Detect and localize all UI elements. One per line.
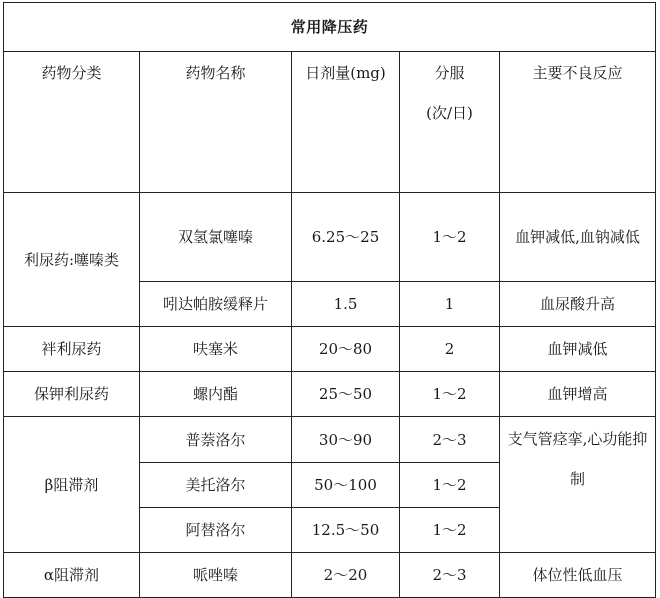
frequency-cell: 1～2: [400, 508, 500, 553]
drug-name-cell: 吲达帕胺缓释片: [140, 282, 292, 327]
table-row: [4, 417, 656, 463]
table-title: 常用降压药: [4, 3, 656, 52]
reaction-cell: 体位性低血压: [500, 553, 656, 598]
reaction-cell: 血钾减低: [500, 327, 656, 372]
drug-name-cell: 普萘洛尔: [140, 417, 292, 463]
frequency-cell: 2: [400, 327, 500, 372]
reaction-cell: 血尿酸升高: [500, 282, 656, 327]
frequency-cell: 1～2: [400, 193, 500, 282]
drug-name-cell: 哌唑嗪: [140, 553, 292, 598]
dose-cell: 20～80: [292, 327, 400, 372]
dose-cell: 30～90: [292, 417, 400, 463]
dose-cell: 50～100: [292, 463, 400, 508]
frequency-cell: 1～2: [400, 463, 500, 508]
drug-name-cell: 螺内酯: [140, 372, 292, 417]
table-row: [4, 327, 656, 372]
table-header-row: [4, 52, 656, 193]
table-row: [4, 553, 656, 598]
header-daily-dose: 日剂量(mg): [292, 52, 400, 193]
drug-name-cell: 阿替洛尔: [140, 508, 292, 553]
frequency-cell: 2～3: [400, 417, 500, 463]
header-adverse-reaction: 主要不良反应: [500, 52, 656, 193]
header-frequency-line2: (次/日): [426, 104, 473, 122]
table-row: [4, 372, 656, 417]
reaction-cell: 支气管痉挛,心功能抑制: [500, 417, 656, 553]
drug-name-cell: 双氢氯噻嗪: [140, 193, 292, 282]
header-drug-name: 药物名称: [140, 52, 292, 193]
category-cell: 袢利尿药: [4, 327, 140, 372]
reaction-cell: 血钾增高: [500, 372, 656, 417]
dose-cell: 12.5～50: [292, 508, 400, 553]
category-cell: β阻滞剂: [4, 417, 140, 553]
frequency-cell: 1: [400, 282, 500, 327]
drug-name-cell: 呋塞米: [140, 327, 292, 372]
frequency-cell: 1～2: [400, 372, 500, 417]
antihypertensive-drug-table: [3, 2, 656, 598]
reaction-cell: 血钾减低,血钠减低: [500, 193, 656, 282]
dose-cell: 6.25～25: [292, 193, 400, 282]
dose-cell: 1.5: [292, 282, 400, 327]
category-cell: α阻滞剂: [4, 553, 140, 598]
category-cell: 利尿药:噻嗪类: [4, 193, 140, 327]
header-category: 药物分类: [4, 52, 140, 193]
drug-name-cell: 美托洛尔: [140, 463, 292, 508]
dose-cell: 25～50: [292, 372, 400, 417]
frequency-cell: 2～3: [400, 553, 500, 598]
header-frequency-line1: 分服: [434, 64, 465, 82]
header-frequency: [400, 52, 500, 193]
dose-cell: 2～20: [292, 553, 400, 598]
table-row: [4, 193, 656, 282]
category-cell: 保钾利尿药: [4, 372, 140, 417]
table-title-row: [4, 3, 656, 52]
